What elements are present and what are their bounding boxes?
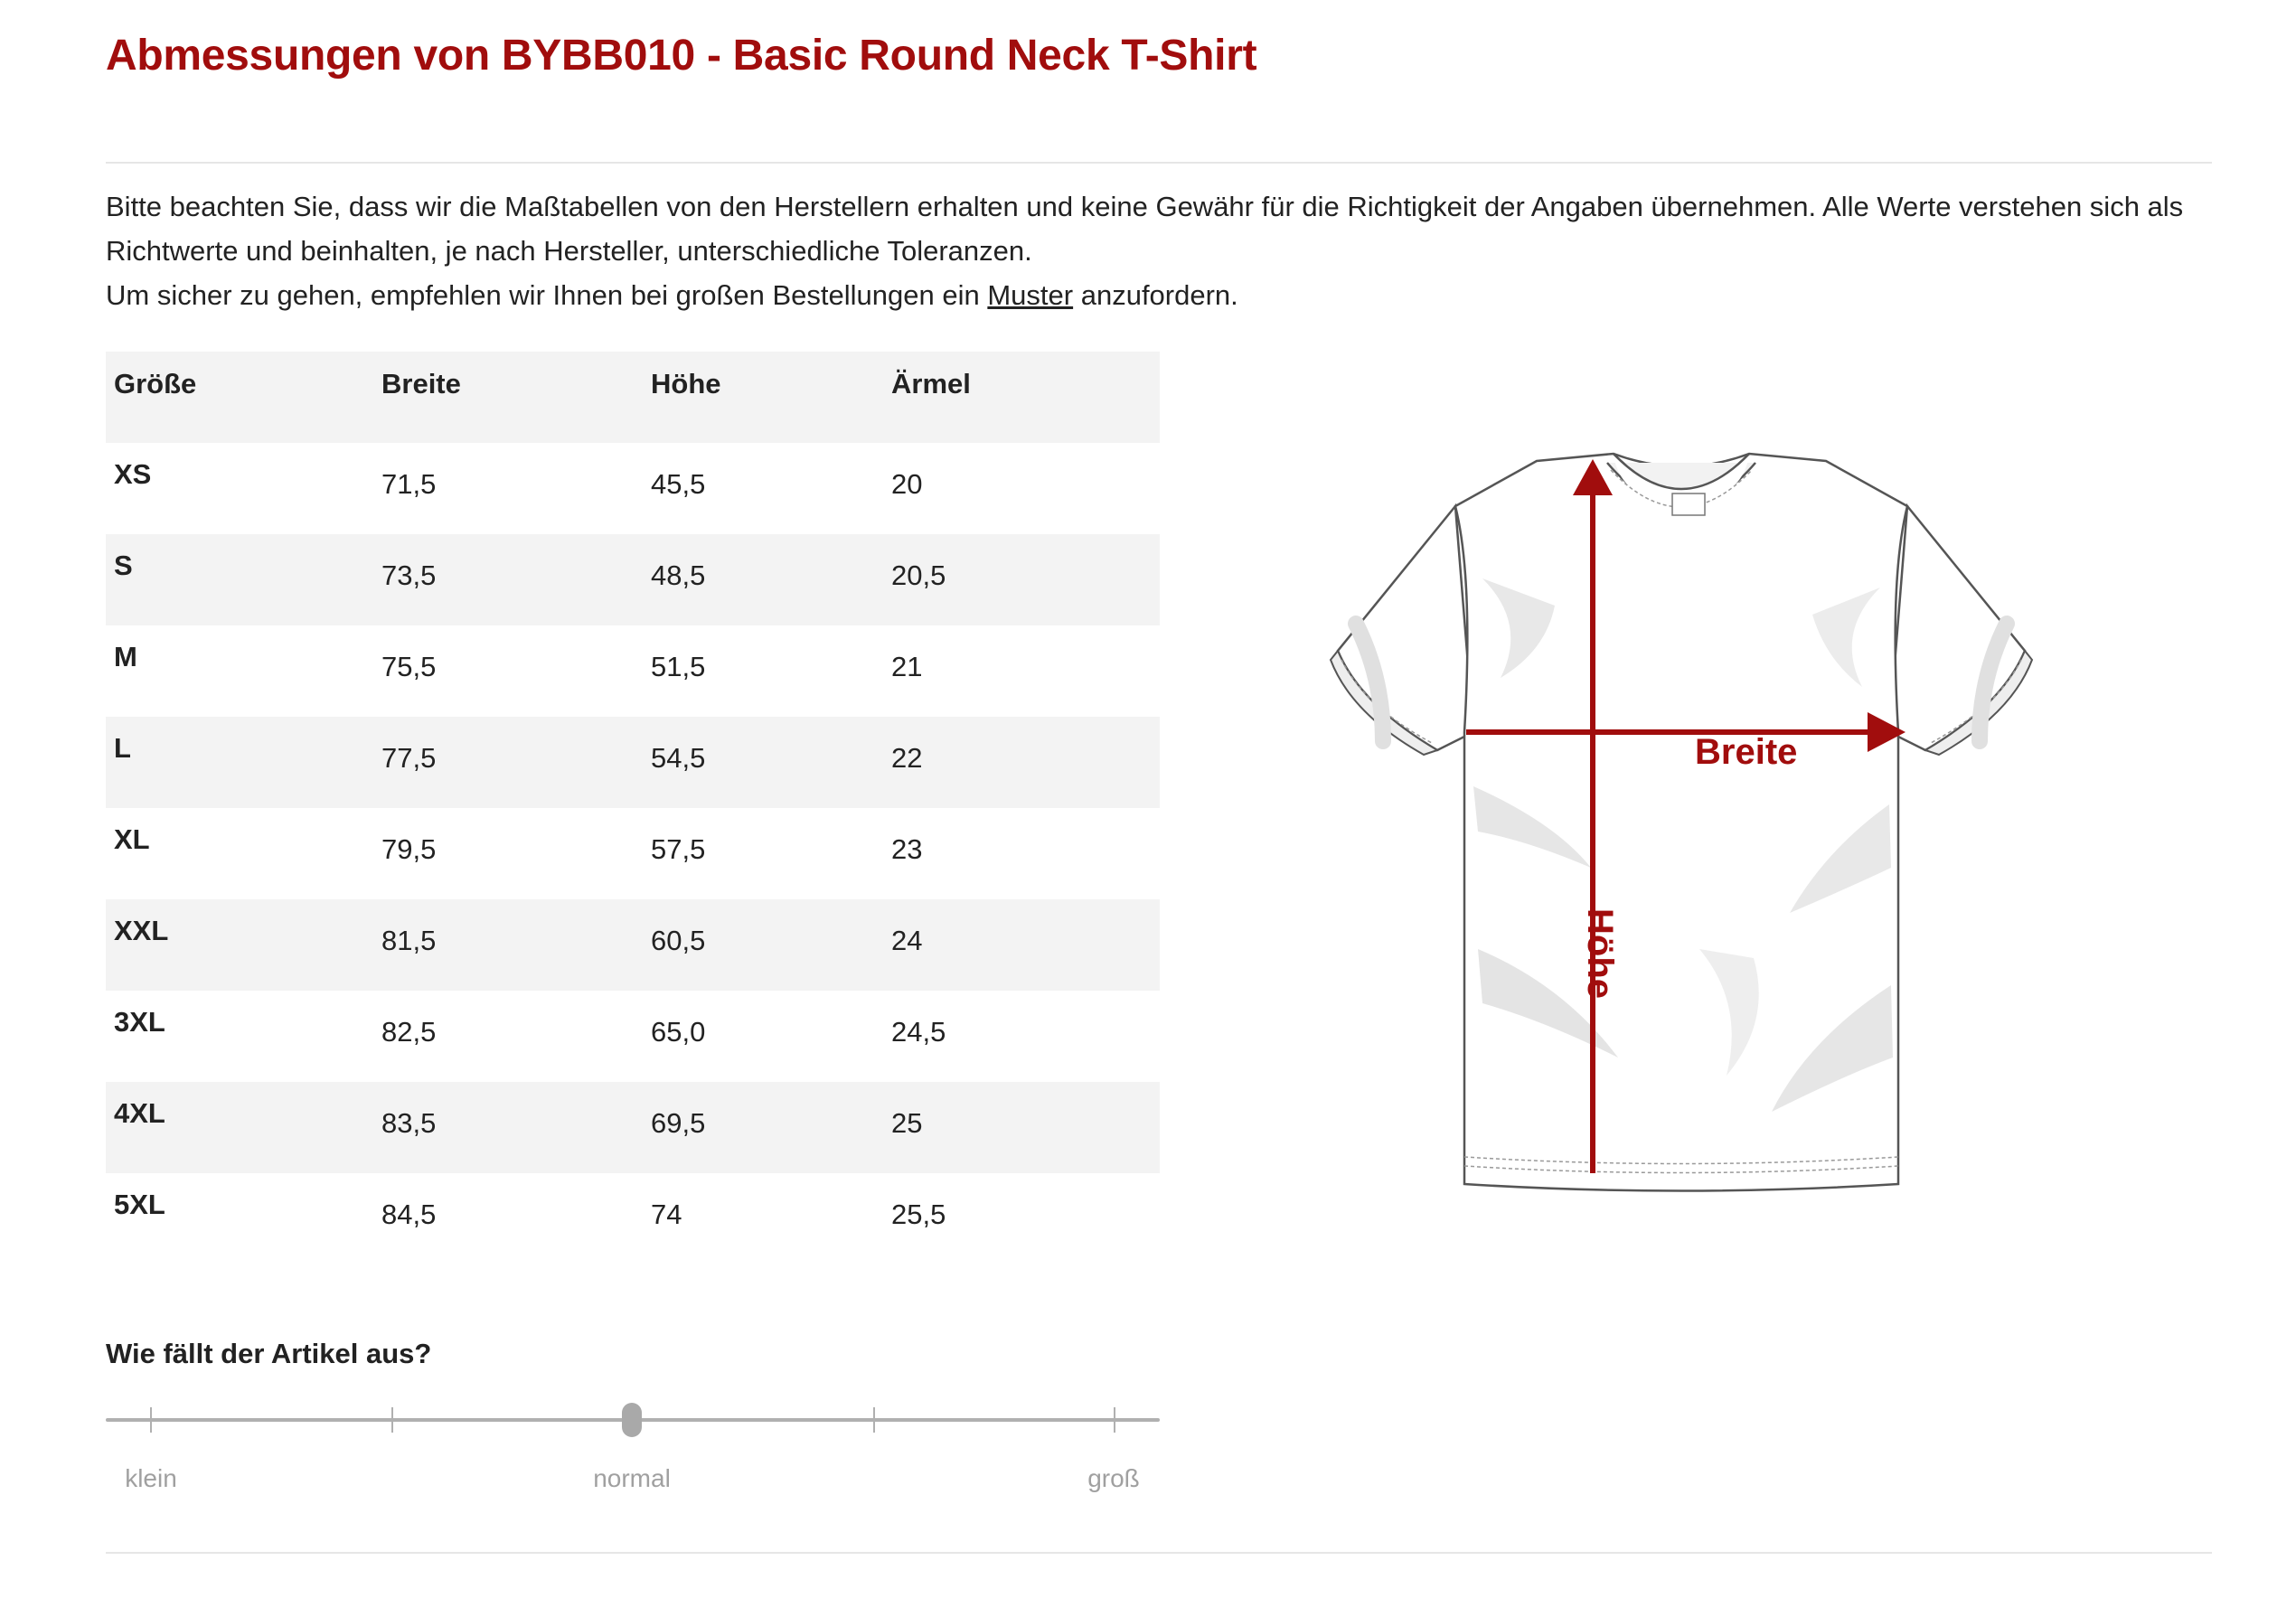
width-cell: 77,5 — [381, 742, 437, 774]
tshirt-diagram — [1320, 443, 2043, 1211]
table-header-row — [106, 352, 1160, 443]
height-cell: 48,5 — [651, 559, 706, 591]
sleeve-cell: 21 — [891, 651, 923, 682]
width-cell: 71,5 — [381, 468, 437, 500]
header-height: Höhe — [651, 368, 721, 400]
table-row — [106, 899, 1160, 991]
fit-slider-tick — [1114, 1407, 1115, 1433]
sleeve-cell: 20 — [891, 468, 923, 500]
fit-slider-handle[interactable] — [622, 1403, 642, 1437]
tshirt-illustration-icon — [1320, 443, 2043, 1211]
sleeve-cell: 25,5 — [891, 1198, 946, 1230]
sleeve-cell: 20,5 — [891, 559, 946, 591]
width-cell: 84,5 — [381, 1198, 437, 1230]
table-row — [106, 534, 1160, 625]
table-row — [106, 1173, 1160, 1264]
sleeve-cell: 24,5 — [891, 1016, 946, 1048]
header-width: Breite — [381, 368, 461, 400]
height-cell: 57,5 — [651, 833, 706, 865]
width-cell: 81,5 — [381, 925, 437, 956]
height-cell: 54,5 — [651, 742, 706, 774]
size-cell: XS — [114, 458, 152, 490]
top-divider — [106, 162, 2212, 164]
fit-label-normal: normal — [593, 1464, 671, 1492]
height-label: Höhe — [1580, 908, 1620, 999]
size-cell: S — [114, 550, 133, 581]
height-cell: 65,0 — [651, 1016, 706, 1048]
width-cell: 75,5 — [381, 651, 437, 682]
header-sleeve: Ärmel — [891, 368, 971, 400]
sample-link[interactable]: Muster — [987, 279, 1074, 311]
width-cell: 83,5 — [381, 1107, 437, 1139]
size-cell: 4XL — [114, 1097, 165, 1129]
sleeve-cell: 25 — [891, 1107, 923, 1139]
notice-text-1: Bitte beachten Sie, dass wir die Maßtabellen von den Herstellern erhalten und keine Gewähr für die Richtigkeit der Angaben übernehmen. Alle Werte verstehen sich als Richtwerte und beinhalten, je nach Hersteller, unterschiedliche Toleranzen. — [106, 191, 2184, 267]
fit-slider-tick — [391, 1407, 393, 1433]
size-cell: XL — [114, 823, 150, 855]
size-cell: 5XL — [114, 1189, 165, 1220]
height-cell: 45,5 — [651, 468, 706, 500]
sleeve-cell: 24 — [891, 925, 923, 956]
notice-text-2-start: Um sicher zu gehen, empfehlen wir Ihnen bei großen Bestellungen ein — [106, 279, 988, 311]
size-cell: 3XL — [114, 1006, 165, 1038]
size-cell: XXL — [114, 915, 169, 946]
notice-text-2 — [106, 273, 2212, 317]
height-cell: 60,5 — [651, 925, 706, 956]
height-cell: 51,5 — [651, 651, 706, 682]
size-table — [106, 352, 1160, 1264]
table-row — [106, 1082, 1160, 1173]
table-row — [106, 991, 1160, 1082]
size-cell: M — [114, 641, 137, 672]
table-row — [106, 717, 1160, 808]
width-cell: 82,5 — [381, 1016, 437, 1048]
size-cell: L — [114, 732, 131, 764]
table-row — [106, 808, 1160, 899]
fit-slider-tick — [150, 1407, 152, 1433]
size-notice — [106, 184, 2212, 317]
width-cell: 73,5 — [381, 559, 437, 591]
width-label: Breite — [1695, 732, 1798, 772]
header-size: Größe — [114, 368, 197, 400]
page-title: Abmessungen von BYBB010 - Basic Round Neck T-Shirt — [106, 32, 1257, 80]
fit-label-large: groß — [1087, 1464, 1140, 1492]
fit-label-small: klein — [125, 1464, 177, 1492]
fit-title: Wie fällt der Artikel aus? — [106, 1338, 432, 1369]
table-row — [106, 443, 1160, 534]
sleeve-cell: 22 — [891, 742, 923, 774]
height-cell: 74 — [651, 1198, 682, 1230]
height-cell: 69,5 — [651, 1107, 706, 1139]
bottom-divider — [106, 1552, 2212, 1554]
sleeve-cell: 23 — [891, 833, 923, 865]
notice-text-2-end: anzufordern. — [1073, 279, 1238, 311]
width-cell: 79,5 — [381, 833, 437, 865]
table-row — [106, 625, 1160, 717]
fit-slider-tick — [873, 1407, 875, 1433]
